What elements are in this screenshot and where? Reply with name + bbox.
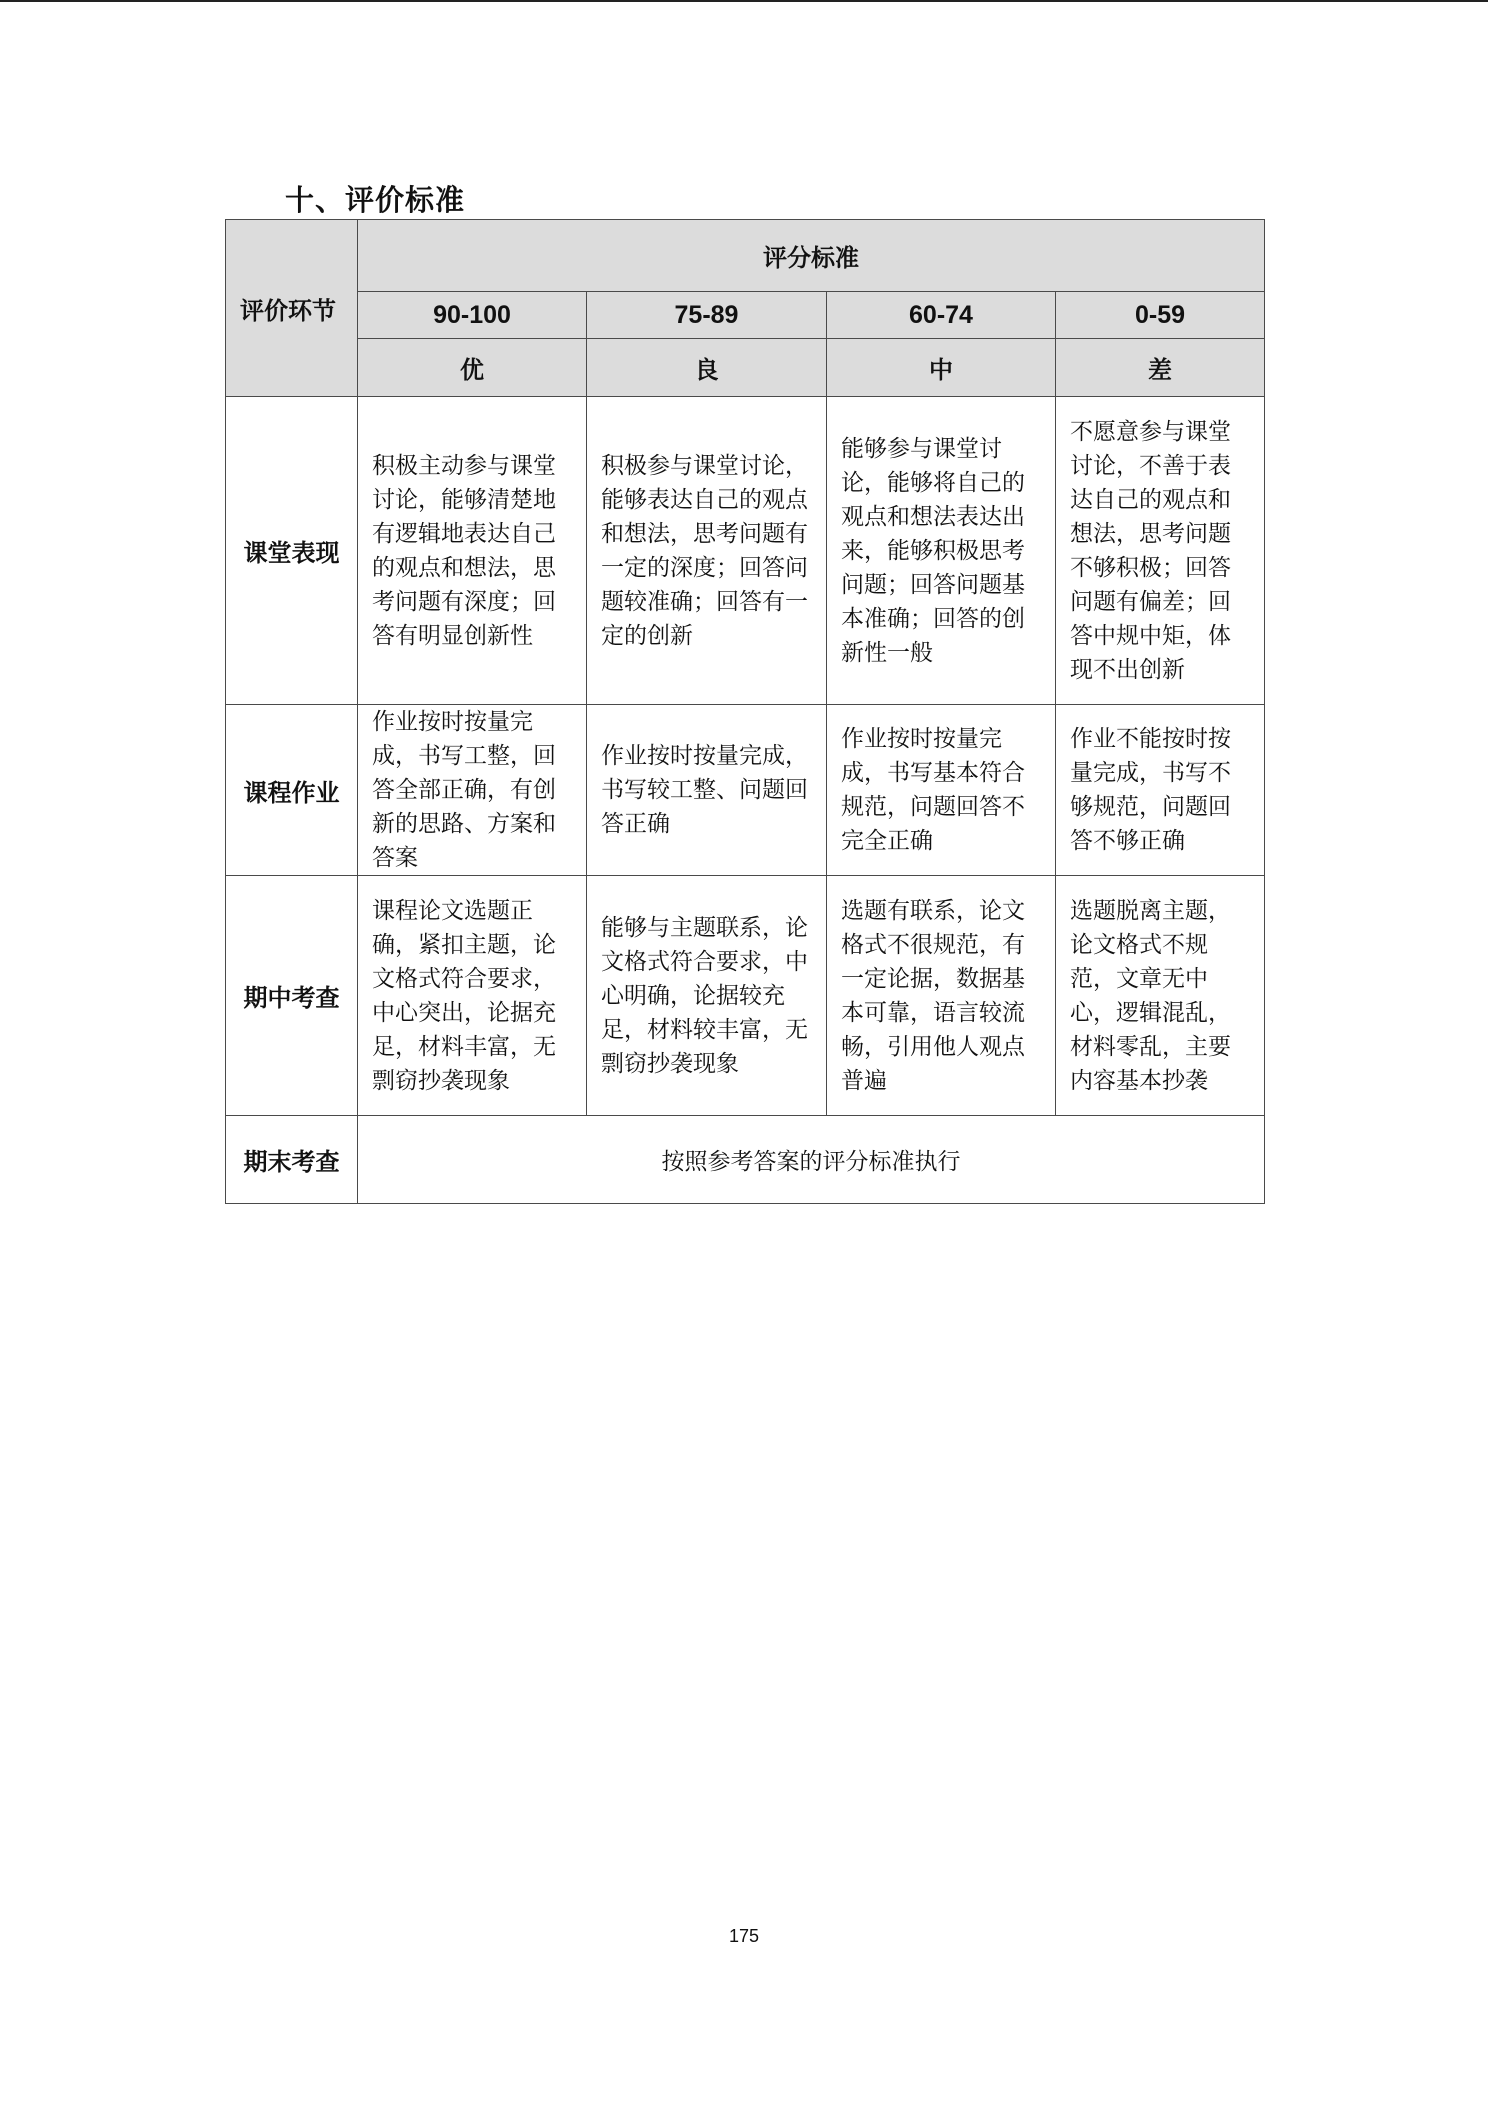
criteria-cell: 作业按时按量完成，书写基本符合规范，问题回答不完全正确 bbox=[827, 705, 1056, 876]
range-cell: 75-89 bbox=[587, 292, 827, 339]
grade-cell: 中 bbox=[827, 339, 1056, 397]
criteria-cell: 作业按时按量完成，书写工整，回答全部正确，有创新的思路、方案和答案 bbox=[358, 705, 587, 876]
grade-cell: 良 bbox=[587, 339, 827, 397]
table-grade-row bbox=[226, 339, 1265, 397]
criteria-cell: 能够与主题联系，论文格式符合要求，中心明确，论据较充足，材料较丰富，无剽窃抄袭现象 bbox=[587, 876, 827, 1116]
criteria-cell: 积极参与课堂讨论，能够表达自己的观点和想法，思考问题有一定的深度；回答问题较准确；回答有一定的创新 bbox=[587, 397, 827, 705]
grade-cell: 优 bbox=[358, 339, 587, 397]
criteria-cell: 积极主动参与课堂讨论，能够清楚地有逻辑地表达自己的观点和想法，思考问题有深度；回答有明显创新性 bbox=[358, 397, 587, 705]
range-cell: 90-100 bbox=[358, 292, 587, 339]
table-row-final bbox=[226, 1116, 1265, 1204]
criteria-cell: 作业不能按时按量完成，书写不够规范，问题回答不够正确 bbox=[1056, 705, 1265, 876]
section-title: 十、评价标准 bbox=[285, 183, 466, 217]
table-row bbox=[226, 397, 1265, 705]
range-cell: 0-59 bbox=[1056, 292, 1265, 339]
criteria-cell: 不愿意参与课堂讨论，不善于表达自己的观点和想法，思考问题不够积极；回答问题有偏差；回答中规中矩，体现不出创新 bbox=[1056, 397, 1265, 705]
criteria-cell: 能够参与课堂讨论，能够将自己的观点和想法表达出来，能够积极思考问题；回答问题基本准确；回答的创新性一般 bbox=[827, 397, 1056, 705]
row-label: 课程作业 bbox=[226, 705, 358, 876]
criteria-cell: 选题脱离主题，论文格式不规范，文章无中心，逻辑混乱，材料零乱，主要内容基本抄袭 bbox=[1056, 876, 1265, 1116]
page-top-border bbox=[0, 0, 1488, 2]
row-label: 课堂表现 bbox=[226, 397, 358, 705]
row-label: 期中考查 bbox=[226, 876, 358, 1116]
table-header-row bbox=[226, 220, 1265, 292]
grade-cell: 差 bbox=[1056, 339, 1265, 397]
table-range-row bbox=[226, 292, 1265, 339]
evaluation-standards-table bbox=[225, 219, 1265, 1204]
criteria-cell: 课程论文选题正确，紧扣主题，论文格式符合要求，中心突出，论据充足，材料丰富，无剽窃抄袭现象 bbox=[358, 876, 587, 1116]
table-row bbox=[226, 876, 1265, 1116]
criteria-cell: 选题有联系，论文格式不很规范，有一定论据，数据基本可靠，语言较流畅，引用他人观点普遍 bbox=[827, 876, 1056, 1116]
table-row bbox=[226, 705, 1265, 876]
header-stage: 评价环节 bbox=[226, 220, 358, 397]
header-standard: 评分标准 bbox=[358, 220, 1265, 292]
page-number: 175 bbox=[728, 1926, 760, 1946]
criteria-cell: 作业按时按量完成，书写较工整、问题回答正确 bbox=[587, 705, 827, 876]
row-label: 期末考查 bbox=[226, 1116, 358, 1204]
final-exam-criteria: 按照参考答案的评分标准执行 bbox=[358, 1116, 1265, 1204]
range-cell: 60-74 bbox=[827, 292, 1056, 339]
